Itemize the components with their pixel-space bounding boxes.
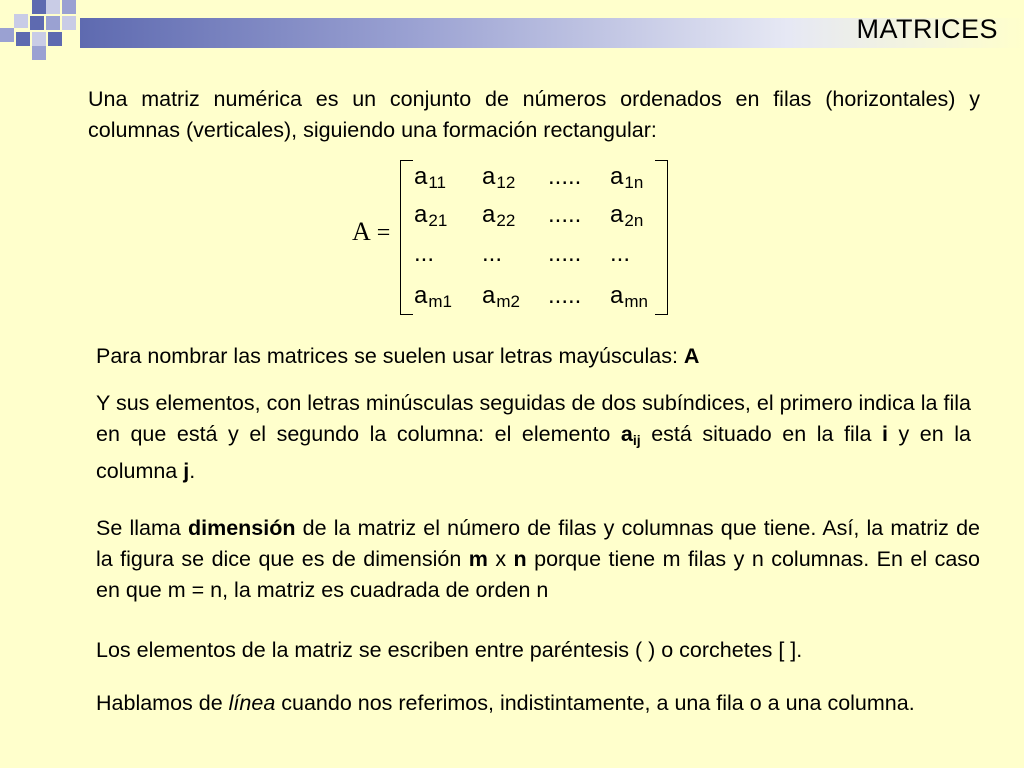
matrix-label — [352, 217, 390, 247]
matrix-cell-base: a — [482, 163, 496, 190]
dimension-part2: de la matriz el número de filas y columnas que tiene. Así, la matriz de la figura se dice que es de dimensión — [96, 516, 980, 571]
line-paragraph — [96, 688, 976, 719]
dimension-n: n — [513, 547, 527, 571]
line-part1: Hablamos de — [96, 691, 229, 715]
matrix-cell — [482, 282, 520, 312]
matrix-cell — [482, 201, 515, 231]
matrix-cell — [414, 201, 447, 231]
elements-part2: está situado en la fila — [640, 422, 882, 446]
matrix-cell-base: a — [414, 282, 428, 309]
matrix-cell-subscript: m1 — [428, 292, 452, 311]
matrix-cell — [414, 282, 452, 312]
element-subscript: ij — [632, 432, 641, 448]
brackets-paragraph: Los elementos de la matriz se escriben entre paréntesis ( ) o corchetes [ ]. — [96, 638, 803, 662]
matrix-cell-subscript: mn — [624, 292, 648, 311]
matrix-cell-base: ..... — [548, 240, 582, 267]
matrix-cell-base: a — [610, 201, 624, 228]
dimension-part3: porque tiene m filas y n columnas. En el caso en que m = n, la matriz es cuadrada de orden n — [96, 547, 981, 602]
matrix-left-bracket — [400, 160, 413, 315]
matrix-cell — [414, 163, 446, 193]
matrix-cell-base: ... — [482, 240, 503, 267]
matrix-cell-base: a — [482, 282, 496, 309]
line-part2: cuando nos referimos, indistintamente, a una fila o a una columna. — [275, 691, 915, 715]
elements-part1: Y sus elementos, con letras minúsculas seguidas de dos subíndices, el primero indica la fila en que está y el segundo la columna: el elemento — [96, 391, 971, 446]
matrix-cell-base: ..... — [548, 201, 582, 228]
matrix-cell — [482, 240, 502, 268]
intro-paragraph: Una matriz numérica es un conjunto de números ordenados en filas (horizontales) y columnas (verticales), siguiendo una formación rectangular: — [88, 87, 980, 142]
dimension-m: m — [468, 547, 488, 571]
element-a: a — [620, 422, 633, 446]
naming-text: Para nombrar las matrices se suelen usar letras mayúsculas: — [96, 344, 684, 368]
matrix-cell-subscript: 11 — [428, 173, 447, 192]
matrix-cell-base: a — [610, 282, 624, 309]
matrix-cell-subscript: m2 — [496, 292, 520, 311]
naming-paragraph — [96, 341, 976, 372]
dimension-bold: dimensión — [187, 516, 296, 540]
matrix-cell — [414, 240, 434, 268]
elements-part4: . — [189, 459, 196, 483]
matrix-cell — [548, 240, 581, 268]
matrix-cell — [610, 163, 643, 193]
dimension-paragraph — [96, 513, 980, 606]
matrix-right-bracket — [655, 160, 668, 315]
matrix-cell — [548, 282, 581, 310]
matrix-cell-base: a — [414, 163, 428, 190]
elements-paragraph — [96, 388, 971, 487]
matrix-cell-subscript: 1n — [624, 173, 644, 192]
matrix-cell-subscript: 21 — [428, 211, 448, 230]
naming-bold: A — [683, 344, 700, 368]
slide-title: MATRICES — [856, 14, 998, 44]
matrix-cell-base: ... — [610, 240, 631, 267]
matrix-cell — [548, 201, 581, 229]
matrix-equals: = — [376, 220, 391, 246]
matrix-cell-subscript: 22 — [496, 211, 516, 230]
dimension-x: x — [487, 547, 514, 571]
matrix-cell — [482, 163, 515, 193]
dimension-part1: Se llama — [96, 516, 188, 540]
matrix-cell-subscript: 2n — [624, 211, 644, 230]
matrix-cell-base: a — [414, 201, 428, 228]
matrix-name: A — [352, 217, 371, 246]
matrix-cell — [610, 282, 648, 312]
matrix-cell — [610, 240, 630, 268]
matrix-cell-base: a — [482, 201, 496, 228]
matrix-cell-base: ..... — [548, 282, 582, 309]
matrix-cell-base: ... — [414, 240, 435, 267]
matrix-cell-subscript: 12 — [496, 173, 516, 192]
line-italic: línea — [228, 691, 276, 715]
matrix-cell — [548, 163, 581, 191]
elements-part3: y en la columna — [96, 422, 971, 483]
matrix-cell — [610, 201, 643, 231]
element-j: j — [183, 459, 190, 483]
matrix-cell-base: ..... — [548, 163, 582, 190]
element-i: i — [882, 422, 888, 446]
matrix-cell-base: a — [610, 163, 624, 190]
